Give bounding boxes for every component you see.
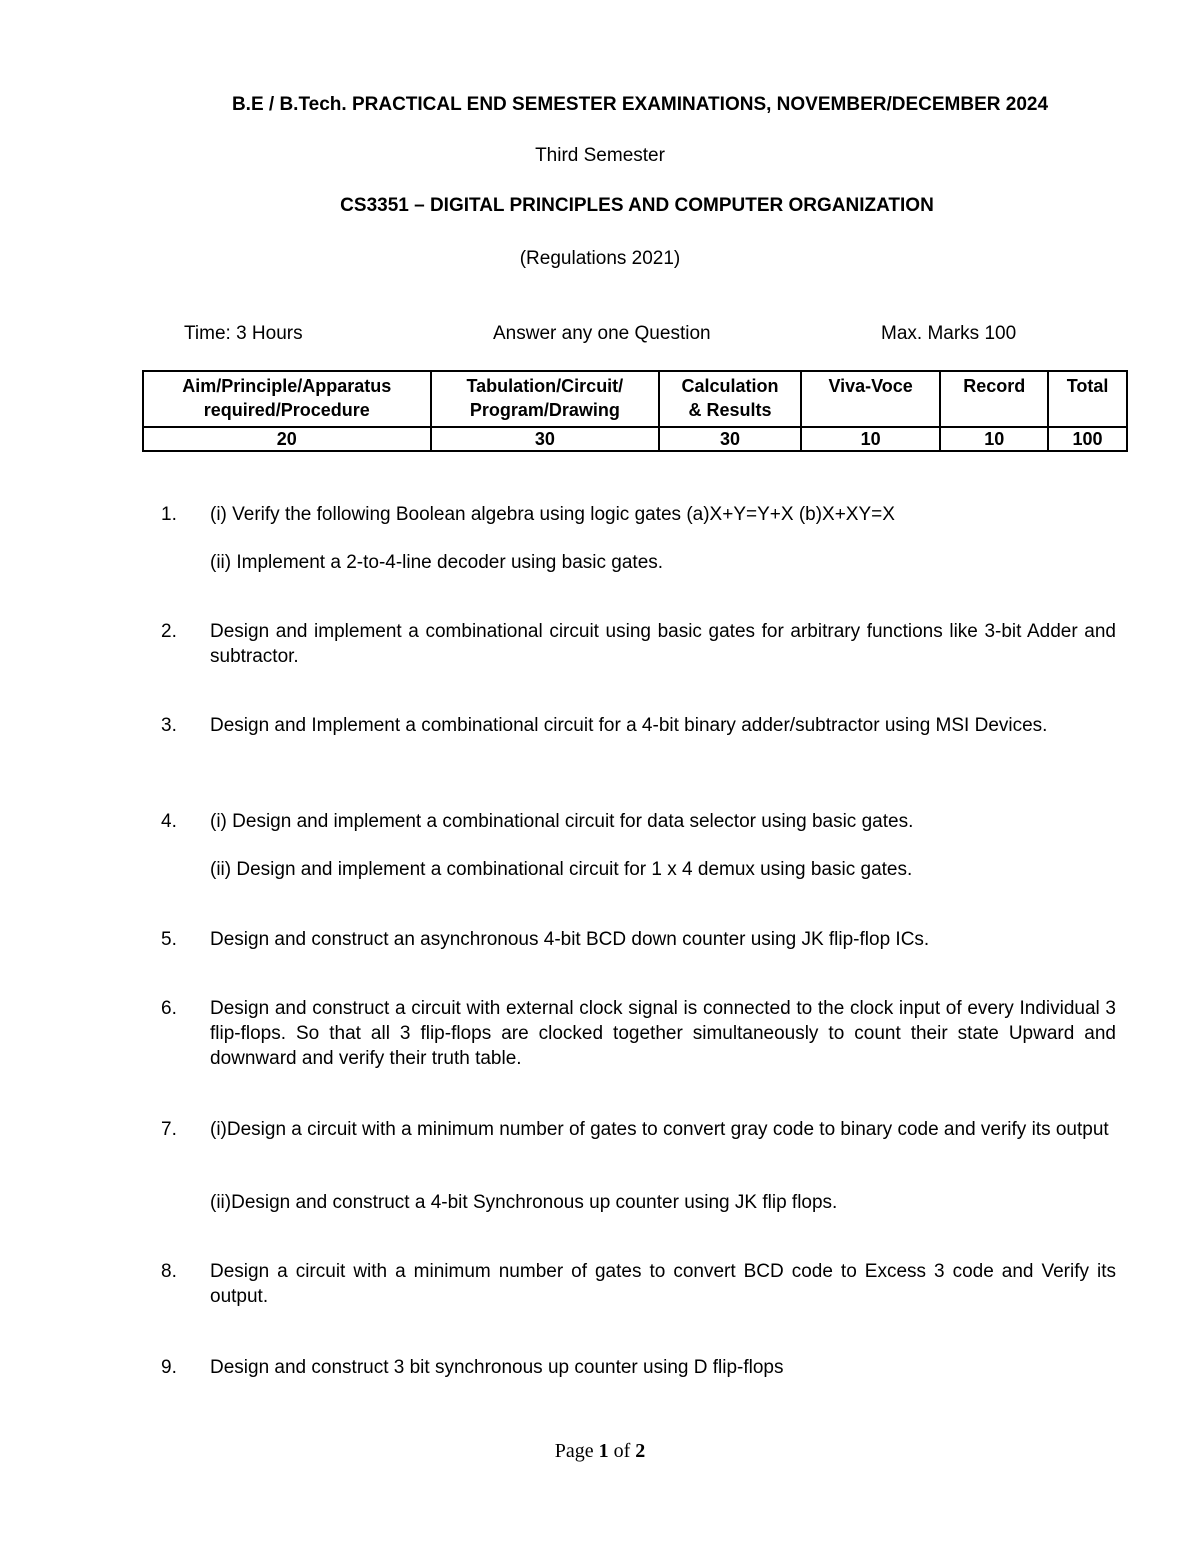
question-subpart: (ii) Design and implement a combinational circuit for 1 x 4 demux using basic gates. <box>210 859 913 880</box>
page-total: 2 <box>635 1440 646 1462</box>
marks-value-cell: 10 <box>801 427 940 451</box>
marks-value-cell: 30 <box>431 427 660 451</box>
marks-table <box>142 370 1128 452</box>
marks-header-cell: Aim/Principle/Apparatus required/Procedure <box>143 371 431 427</box>
time-label: Time: 3 Hours <box>184 323 303 344</box>
question-text: Design and implement a combinational circuit using basic gates for arbitrary functions like 3-bit Adder and subtractor. <box>210 621 1116 667</box>
question-text: (i) Design and implement a combinational circuit for data selector using basic gates. <box>210 811 914 832</box>
question-number: 5. <box>161 929 177 950</box>
question-text: Design and construct a circuit with external clock signal is connected to the clock input of every Individual 3 flip-flops. So that all 3 flip-flops are clocked together simultaneously to count their state Upward and downward and verify their truth table. <box>210 998 1116 1069</box>
marks-value-cell: 10 <box>940 427 1048 451</box>
question-text: Design and construct 3 bit synchronous up counter using D flip-flops <box>210 1357 784 1378</box>
of-word: of <box>613 1440 631 1462</box>
exam-title: B.E / B.Tech. PRACTICAL END SEMESTER EXAMINATIONS, NOVEMBER/DECEMBER 2024 <box>231 94 1049 115</box>
marks-table-values-row <box>143 427 1127 451</box>
question-number: 9. <box>161 1357 177 1378</box>
question-text: (i) Verify the following Boolean algebra using logic gates (a)X+Y=Y+X (b)X+XY=X <box>210 504 895 525</box>
question-number: 1. <box>161 504 177 525</box>
page-word: Page <box>554 1440 594 1462</box>
marks-header-cell: Viva-Voce <box>801 371 940 427</box>
question-text: (i)Design a circuit with a minimum number of gates to convert gray code to binary code and verify its output <box>210 1119 1109 1140</box>
question-number: 3. <box>161 715 177 736</box>
marks-value-cell: 20 <box>143 427 431 451</box>
regulations-label: (Regulations 2021) <box>519 248 681 269</box>
semester-label: Third Semester <box>535 145 665 166</box>
question-subpart: (ii) Implement a 2-to-4-line decoder using basic gates. <box>210 552 664 573</box>
marks-header-cell: Total <box>1048 371 1127 427</box>
question-number: 2. <box>161 621 177 642</box>
marks-header-cell: Tabulation/Circuit/ Program/Drawing <box>431 371 660 427</box>
page-footer <box>0 1440 1200 1463</box>
question-text: Design a circuit with a minimum number of gates to convert BCD code to Excess 3 code and Verify its output. <box>210 1261 1116 1307</box>
instruction-label: Answer any one Question <box>493 323 711 344</box>
marks-header-cell: Record <box>940 371 1048 427</box>
marks-value-cell: 100 <box>1048 427 1127 451</box>
marks-header-cell: Calculation & Results <box>659 371 801 427</box>
question-number: 7. <box>161 1119 177 1140</box>
question-subpart: (ii)Design and construct a 4-bit Synchronous up counter using JK flip flops. <box>210 1192 838 1213</box>
max-marks-label: Max. Marks 100 <box>881 323 1017 344</box>
course-title: CS3351 – DIGITAL PRINCIPLES AND COMPUTER ORGANIZATION <box>340 195 934 216</box>
question-number: 6. <box>161 998 177 1019</box>
question-text: Design and Implement a combinational circuit for a 4-bit binary adder/subtractor using MSI Devices. <box>210 715 1048 736</box>
question-number: 8. <box>161 1261 177 1282</box>
question-text: Design and construct an asynchronous 4-bit BCD down counter using JK flip-flop ICs. <box>210 929 930 950</box>
page-current: 1 <box>598 1440 609 1462</box>
marks-table-header-row <box>143 371 1127 427</box>
marks-value-cell: 30 <box>659 427 801 451</box>
question-number: 4. <box>161 811 177 832</box>
